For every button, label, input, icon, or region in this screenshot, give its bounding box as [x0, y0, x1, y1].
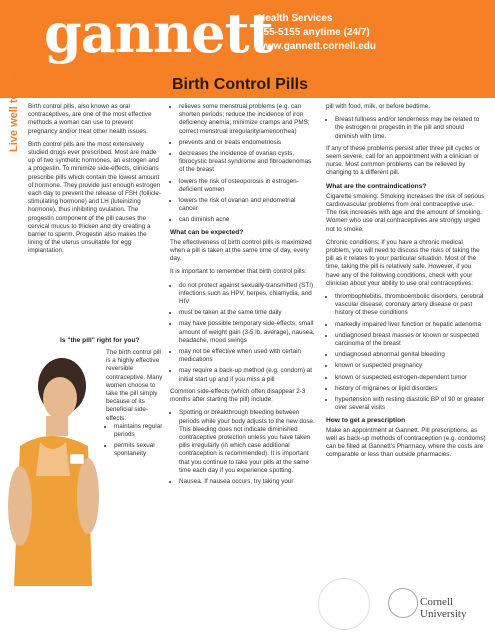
contact-block — [258, 12, 376, 54]
list-item: • history of migraines or lipid disorders — [335, 385, 486, 393]
side-effects-list — [170, 409, 316, 486]
list-item: • undiagnosed abnormal genital bleeding — [335, 351, 486, 359]
chronic-paragraph: Chronic conditions: If you have a chronic medical problem, you will need to discuss the risks of taking the pill as it relates to your particular situation. Most of the time, taking the pill is relatively safe. However, if you have any of the following conditions, check with your clinician about your ability to use oral contraceptives: — [326, 238, 480, 287]
smoking-paragraph: Cigarette smoking: Smoking increases the risk of serious cardiovascular problems from oral contraceptive use. The risk increases with age and the amount of smoking. Women who use oral contraceptives are strongly urged not to smoke. — [326, 192, 485, 233]
list-item: • known or suspected pregnancy — [335, 362, 486, 370]
list-item: • known or suspected estrogen-dependent tumor — [335, 374, 486, 382]
remember-paragraph: It is important to remember that birth control pills: — [170, 268, 307, 276]
page-title: Birth Control Pills — [172, 76, 308, 93]
list-item: • relieves some menstrual problems (e.g. can shorten periods; reduce the incidence of iron deficiency anemia; minimize cramps and PMS; correct menstrual irregularity/amenorrhea) — [179, 103, 316, 136]
seal-watermark — [318, 578, 370, 630]
list-item: • maintains regular periods — [114, 423, 164, 439]
nausea-continued: pill with food, milk, or before bedtime. — [326, 103, 430, 110]
contraindications-heading: What are the contraindications? — [326, 182, 427, 190]
cornell-university-logo: Cornell University — [420, 596, 467, 620]
list-item: • markedly impaired liver function or hepatic adenoma — [335, 321, 486, 329]
list-item: • decreases the incidence of ovarian cysts, fibrocystic breast syndrome and fibroadenomas of the breast — [179, 150, 316, 175]
wrap-intro: The birth control pill is a highly effective reversible contraceptive. Many women choose to take the pill simply because of its beneficial side-effects: — [106, 349, 163, 422]
list-item: • may require a back-up method (e.g. condom) at initial start up and if you miss a pill — [179, 367, 316, 383]
prescription-paragraph: Make an appointment at Gannett. Pill prescriptions, as well as back-up methods of contraception (e.g. condoms) can be filled at Gannett's Pharmacy, where the costs are comparable or less than outside pharmacies. — [326, 426, 486, 459]
gannett-logo: gannett — [44, 1, 273, 65]
list-item: • Breast fullness and/or tenderness may be related to the estrogen or progestin in the pill and should diminish with time. — [335, 116, 486, 141]
side-effects-list-continued — [326, 116, 486, 141]
side-effects-paragraph: Common side-effects (which often disappear 2-3 months after starting the pill) include: — [170, 387, 306, 404]
list-item: • must be taken at the same time daily — [179, 309, 316, 317]
list-item: • do not protect against sexually-transmitted (STI) infections such as HPV, herpes, chlamydia, and HIV — [179, 282, 316, 307]
woman-photo — [0, 346, 104, 586]
list-item: • permits sexual spontaneity — [114, 442, 164, 458]
list-item: • hypertension with resting diastolic BP of 90 or greater over several visits — [335, 396, 486, 412]
list-item: • prevents and or treats endometriosis — [179, 139, 316, 147]
list-item: • undiagnosed breast masses or known or suspected carcinoma of the breast — [335, 332, 486, 348]
remember-list — [170, 282, 316, 384]
column-1 — [28, 103, 162, 261]
health-services-label: Health Services — [258, 13, 333, 24]
list-item: • may not be effective when used with certain medications — [179, 348, 316, 364]
phone-number: 255-5155 anytime (24/7) — [258, 27, 370, 38]
expected-heading: What can be expected? — [170, 228, 244, 236]
list-item: • can diminish acne — [179, 216, 316, 224]
wrap-text — [106, 349, 164, 462]
benefits-list — [106, 423, 164, 459]
website-link[interactable]: www.gannett.cornell.edu — [258, 41, 376, 52]
persist-paragraph: If any of these problems persist after three pill cycles or seem severe, call for an appointment with a clinician or nurse. Most common problems can be relieved by changing to a different pill. — [326, 144, 480, 177]
list-item: • lowers the risk of osteoporosis in estrogen-deficient women — [179, 178, 316, 194]
list-item: • lowers the risk of ovarian and endometrial cancer — [179, 197, 316, 213]
effectiveness-paragraph: The effectiveness of birth control pills is maximized when a pill is taken at the same time of day, every day. — [170, 238, 312, 263]
list-item: • thrombophlebitis, thromboembolic disorders, cerebral vascular disease, coronary artery disease or past history of these conditions — [335, 293, 486, 318]
prescription-heading: How to get a prescription — [326, 416, 406, 424]
column-2 — [170, 103, 316, 490]
pill-right-heading: Is "the pill" right for you? — [60, 337, 140, 344]
hormones-paragraph: Birth control pills are the most extensively studied drugs ever prescribed. Most are made up of two synthetic hormones, an estrogen and a progestin. To minimize side-effects, clinicians prescribe pills which contain the lowest amount of hormone. They provide just enough estrogen each day to prevent the release of FSH (follicle-stimulating hormone) and LH (luteinizing hormone), thus inhibiting ovulation. The progestin component of the pill causes the cervical mucus to thicken and dry creating a barrier to sperm. Progestin also makes the lining of the uterus unsuitable for egg implantation. — [28, 140, 162, 255]
cornell-seal-icon — [388, 588, 418, 618]
list-item: • Spotting or breakthrough bleeding between periods while your body adjusts to the new dose. This bleeding does not indicate diminished contraceptive protection unless you have taken pills irregularly (in which case additional contraception is recommended). It is important that you continue to take your pills at the same time each day if you experience spotting. — [179, 409, 316, 475]
conditions-list — [326, 293, 486, 412]
list-item: • Nausea. If nausea occurs, try taking your — [179, 478, 316, 486]
benefits-list-continued — [170, 103, 316, 225]
list-item: • may have possible temporary side-effects; small amount of weight gain (3-5 lb. average), nausea, headache, mood swings — [179, 320, 316, 345]
column-3 — [326, 103, 486, 465]
intro-paragraph: Birth control pills, also known as oral contraceptives, are one of the most effective methods a woman can use to prevent pregnancy and/or treat other health issues. — [28, 103, 152, 135]
side-tagline: Live well to learn well — [8, 39, 20, 152]
